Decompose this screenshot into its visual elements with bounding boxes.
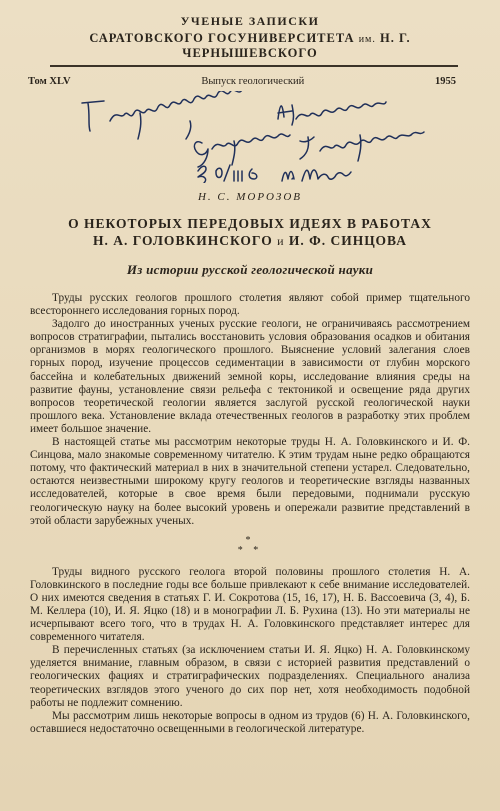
article-title [30, 215, 470, 250]
journal-university [30, 31, 470, 61]
journal-title: УЧЕНЫЕ ЗАПИСКИ [180, 14, 320, 28]
university-im: им. [358, 34, 376, 45]
journal-header [30, 0, 470, 61]
article-author: Н. С. МОРОЗОВ [197, 191, 302, 203]
inscription-handwriting [30, 91, 470, 183]
article-body [30, 292, 470, 736]
paragraph: Труды видного русского геолога второй половины прошлого столетия Н. А. Головкинского в последние годы все больше привлекают к себе внимание исследователей. О них имеются сведения в статьях Г. И. Сокротова (15, 16, 17), Н. Б. Вассоевича (3, 4), Б. М. Келлера (10), И. Я. Яцко (18) и в монографии Л. Б. Рухина (13). Но эти материалы не исчерпывают всего того, что в трудах Н. А. Головкинского представляет интерес для современного читателя. [30, 565, 470, 644]
title-conjunction: и [277, 234, 285, 248]
issue-label: Выпуск геологический [201, 76, 305, 87]
separator-bottom: * * [237, 544, 263, 556]
paragraph: Мы рассмотрим лишь некоторые вопросы в одном из трудов (6) Н. А. Головкинского, оставшиеся недостаточно освещенными в геологической литературе. [30, 709, 470, 735]
title-line-2 [30, 232, 470, 250]
university-name: САРАТОВСКОГО ГОСУНИВЕРСИТЕТА [89, 31, 355, 45]
handwritten-inscription [30, 91, 470, 183]
paragraph: Труды русских геологов прошлого столетия являют собой пример тщательного всестороннего исследования горных пород. [30, 292, 470, 318]
header-rule [50, 65, 458, 67]
paragraph: В перечисленных статьях (за исключением статьи И. Я. Яцко) Н. А. Головкинскому уделяется внимание, главным образом, в связи с историей развития представлений о геологических фациях и стратиграфических подразделениях. Специального анализа теоретических взглядов этого ученого до сих пор нет, хотя необходимость подобной работы не подлежит сомнению. [30, 644, 470, 709]
paragraph: Задолго до иностранных ученых русские геологи, не ограничиваясь рассмотрением вопросов стратиграфии, пытались восстановить условия образования осадков и обитания организмов в морях геологического прошлого. Выяснение условий залегания слоев горных пород, изучение процессов седиментации в зависимости от глубин морского бассейна и колебательных движений земной коры, исследование влияния среды на развитие фауны, установление связи рельефа с тектоникой и освещение ряда других вопросов теоретической геологии является заслугой русской геологической науки прошлого века. Установление вклада отечественных геологов в разработку этих проблем имеет большое значение. [30, 318, 470, 435]
issue-meta [28, 76, 456, 87]
year-label: 1955 [434, 76, 456, 87]
university-namesake: Н. Г. ЧЕРНЫШЕВСКОГО [182, 31, 411, 60]
separator-top: * [245, 534, 255, 546]
title-name-a: Н. А. ГОЛОВКИНСКОГО [93, 233, 273, 248]
title-name-b: И. Ф. СИНЦОВА [288, 233, 407, 248]
paragraph: В настоящей статье мы рассмотрим некоторые труды Н. А. Головкинского и И. Ф. Синцова, мало знакомые современному читателю. К этим трудам ныне редко обращаются потому, что фактический материал в них в значительной степени устарел. Следовательно, остаются неизвестными широкому кругу геологов и теоретические взгляды названных исследователей, которые в свое время были передовыми, поднимали русскую геологическую науку на более высокий уровень и опережали развитие представлений в этой области зарубежных ученых. [30, 436, 470, 527]
volume-label: Том XLV [28, 76, 71, 87]
section-separator [30, 536, 470, 556]
title-line-1: О НЕКОТОРЫХ ПЕРЕДОВЫХ ИДЕЯХ В РАБОТАХ [68, 216, 432, 231]
article-subtitle: Из истории русской геологической науки [126, 262, 374, 277]
